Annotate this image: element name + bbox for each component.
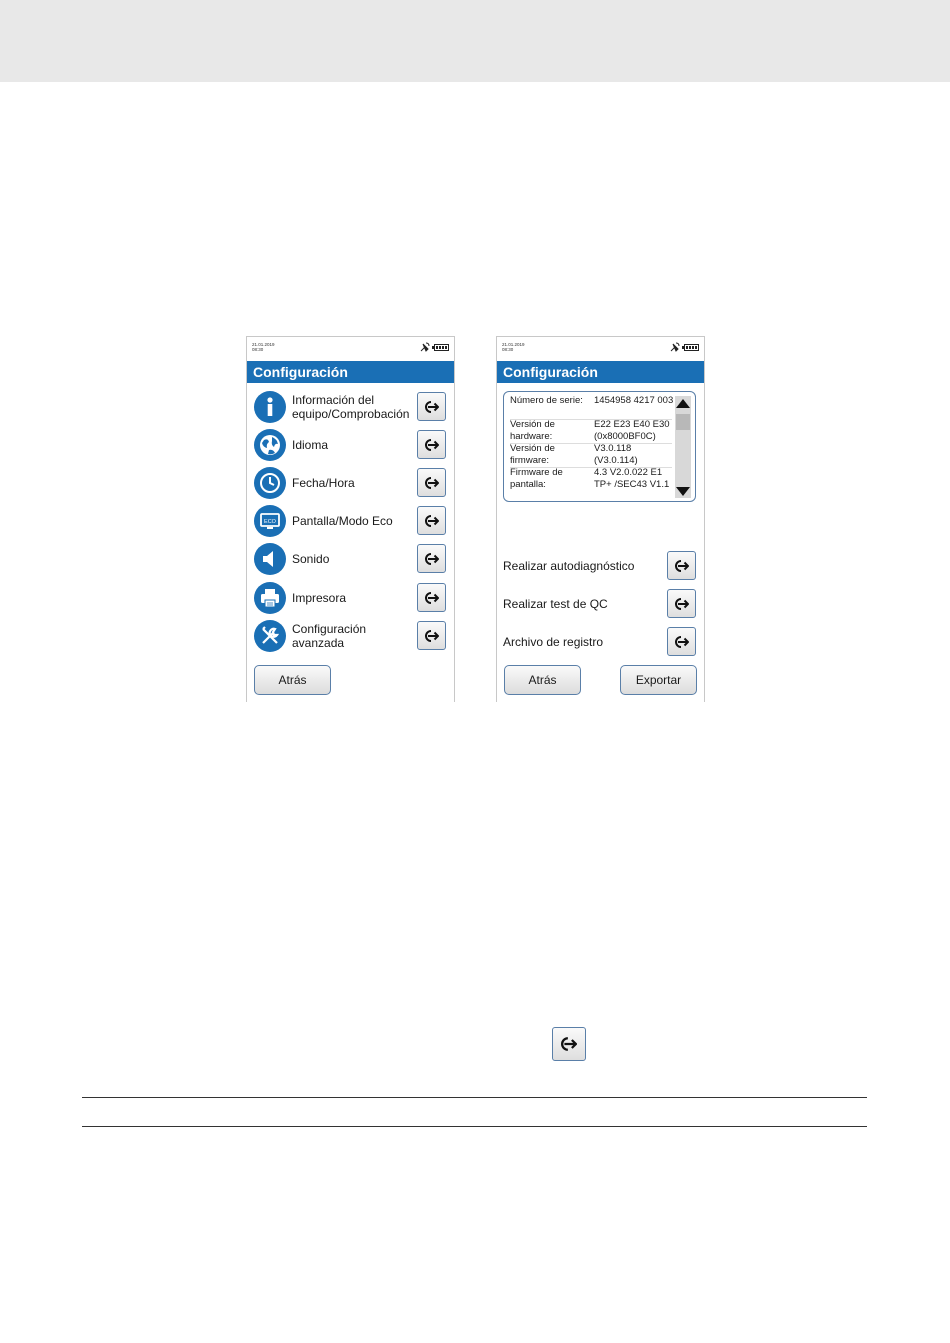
speaker-icon bbox=[254, 543, 286, 575]
device-info-arrow-button[interactable] bbox=[417, 392, 446, 421]
info-value: 1454958 4217 003 bbox=[594, 395, 674, 406]
menu-item-advanced-settings[interactable] bbox=[247, 619, 454, 653]
eco-display-icon bbox=[254, 505, 286, 537]
action-qc-test[interactable] bbox=[497, 588, 704, 620]
info-key: Firmware de pantalla: bbox=[510, 467, 563, 490]
arrow-right-icon bbox=[561, 1037, 577, 1051]
status-bar bbox=[247, 337, 454, 359]
clock-icon bbox=[254, 467, 286, 499]
self-test-arrow-button[interactable] bbox=[667, 551, 696, 580]
printer-icon bbox=[254, 582, 286, 614]
status-date: 21.01.2019 bbox=[502, 342, 525, 347]
menu-item-display-eco[interactable] bbox=[247, 504, 454, 538]
tools-icon bbox=[254, 620, 286, 652]
advanced-settings-arrow-button[interactable] bbox=[417, 621, 446, 650]
scroll-down-icon[interactable] bbox=[676, 485, 690, 497]
action-label: Realizar autodiagnóstico bbox=[503, 559, 635, 573]
menu-item-sound[interactable] bbox=[247, 542, 454, 576]
back-button[interactable]: Atrás bbox=[504, 665, 581, 695]
action-label: Archivo de registro bbox=[503, 635, 604, 649]
svg-text:ECO: ECO bbox=[264, 519, 276, 525]
export-button[interactable]: Exportar bbox=[620, 665, 697, 695]
settings-menu-screen bbox=[246, 336, 455, 702]
arrow-right-icon bbox=[425, 401, 439, 413]
info-row-hardware bbox=[510, 419, 672, 444]
info-value: 4.3 V2.0.022 E1 TP+ /SEC43 V1.1 bbox=[594, 467, 670, 490]
display-eco-arrow-button[interactable] bbox=[417, 506, 446, 535]
status-time: 08:30 bbox=[502, 347, 514, 352]
arrow-right-icon bbox=[425, 592, 439, 604]
info-row-serial bbox=[510, 395, 672, 420]
sound-arrow-button[interactable] bbox=[417, 544, 446, 573]
qc-test-arrow-button[interactable] bbox=[667, 589, 696, 618]
battery-icon bbox=[684, 344, 699, 351]
arrow-right-icon bbox=[425, 630, 439, 642]
info-row-display-firmware bbox=[510, 467, 672, 491]
device-info-panel[interactable] bbox=[503, 391, 696, 502]
action-label: Realizar test de QC bbox=[503, 597, 608, 611]
divider-line bbox=[82, 1126, 867, 1127]
date-time-arrow-button[interactable] bbox=[417, 468, 446, 497]
menu-item-printer[interactable] bbox=[247, 581, 454, 615]
status-datetime bbox=[252, 342, 275, 352]
action-log-file[interactable] bbox=[497, 626, 704, 658]
menu-item-label: Información del equipo/Comprobación bbox=[292, 393, 410, 421]
menu-item-label: Impresora bbox=[292, 591, 347, 605]
arrow-right-icon bbox=[675, 560, 689, 572]
info-key: Versión de hardware: bbox=[510, 419, 555, 442]
menu-item-label: Pantalla/Modo Eco bbox=[292, 514, 393, 528]
page-title: Configuración bbox=[247, 361, 454, 383]
back-button[interactable]: Atrás bbox=[254, 665, 331, 695]
menu-item-label: Fecha/Hora bbox=[292, 476, 355, 490]
arrow-right-icon bbox=[675, 598, 689, 610]
log-file-arrow-button[interactable] bbox=[667, 627, 696, 656]
status-datetime bbox=[502, 342, 525, 352]
satellite-icon bbox=[420, 342, 430, 352]
info-value: E22 E23 E40 E30 (0x8000BF0C) bbox=[594, 419, 670, 442]
arrow-right-icon bbox=[675, 636, 689, 648]
arrow-right-icon bbox=[425, 439, 439, 451]
page-header-band bbox=[0, 0, 950, 82]
scroll-up-icon[interactable] bbox=[676, 397, 690, 409]
arrow-right-icon bbox=[425, 515, 439, 527]
status-time: 08:30 bbox=[252, 347, 264, 352]
scroll-thumb[interactable] bbox=[676, 414, 690, 430]
info-icon bbox=[254, 391, 286, 423]
info-value: V3.0.118 (V3.0.114) bbox=[594, 443, 638, 466]
arrow-right-icon bbox=[425, 477, 439, 489]
arrow-right-icon bbox=[425, 553, 439, 565]
arrow-button-example[interactable] bbox=[552, 1027, 586, 1061]
language-arrow-button[interactable] bbox=[417, 430, 446, 459]
menu-item-label: Sonido bbox=[292, 552, 330, 566]
globe-icon bbox=[254, 429, 286, 461]
status-date: 21.01.2019 bbox=[252, 342, 275, 347]
menu-item-date-time[interactable] bbox=[247, 466, 454, 500]
device-info-screen bbox=[496, 336, 705, 702]
satellite-icon bbox=[670, 342, 680, 352]
battery-icon bbox=[434, 344, 449, 351]
menu-item-label: Configuración avanzada bbox=[292, 622, 367, 650]
menu-item-device-info[interactable] bbox=[247, 390, 454, 424]
menu-item-language[interactable] bbox=[247, 428, 454, 462]
info-key: Versión de firmware: bbox=[510, 443, 555, 466]
divider-line bbox=[82, 1097, 867, 1098]
menu-item-label: Idioma bbox=[292, 438, 329, 452]
status-bar bbox=[497, 337, 704, 359]
printer-arrow-button[interactable] bbox=[417, 583, 446, 612]
action-self-test[interactable] bbox=[497, 550, 704, 582]
info-scrollbar[interactable] bbox=[675, 396, 691, 498]
info-key: Número de serie: bbox=[510, 395, 583, 406]
page-title: Configuración bbox=[497, 361, 704, 383]
info-row-firmware bbox=[510, 443, 672, 468]
